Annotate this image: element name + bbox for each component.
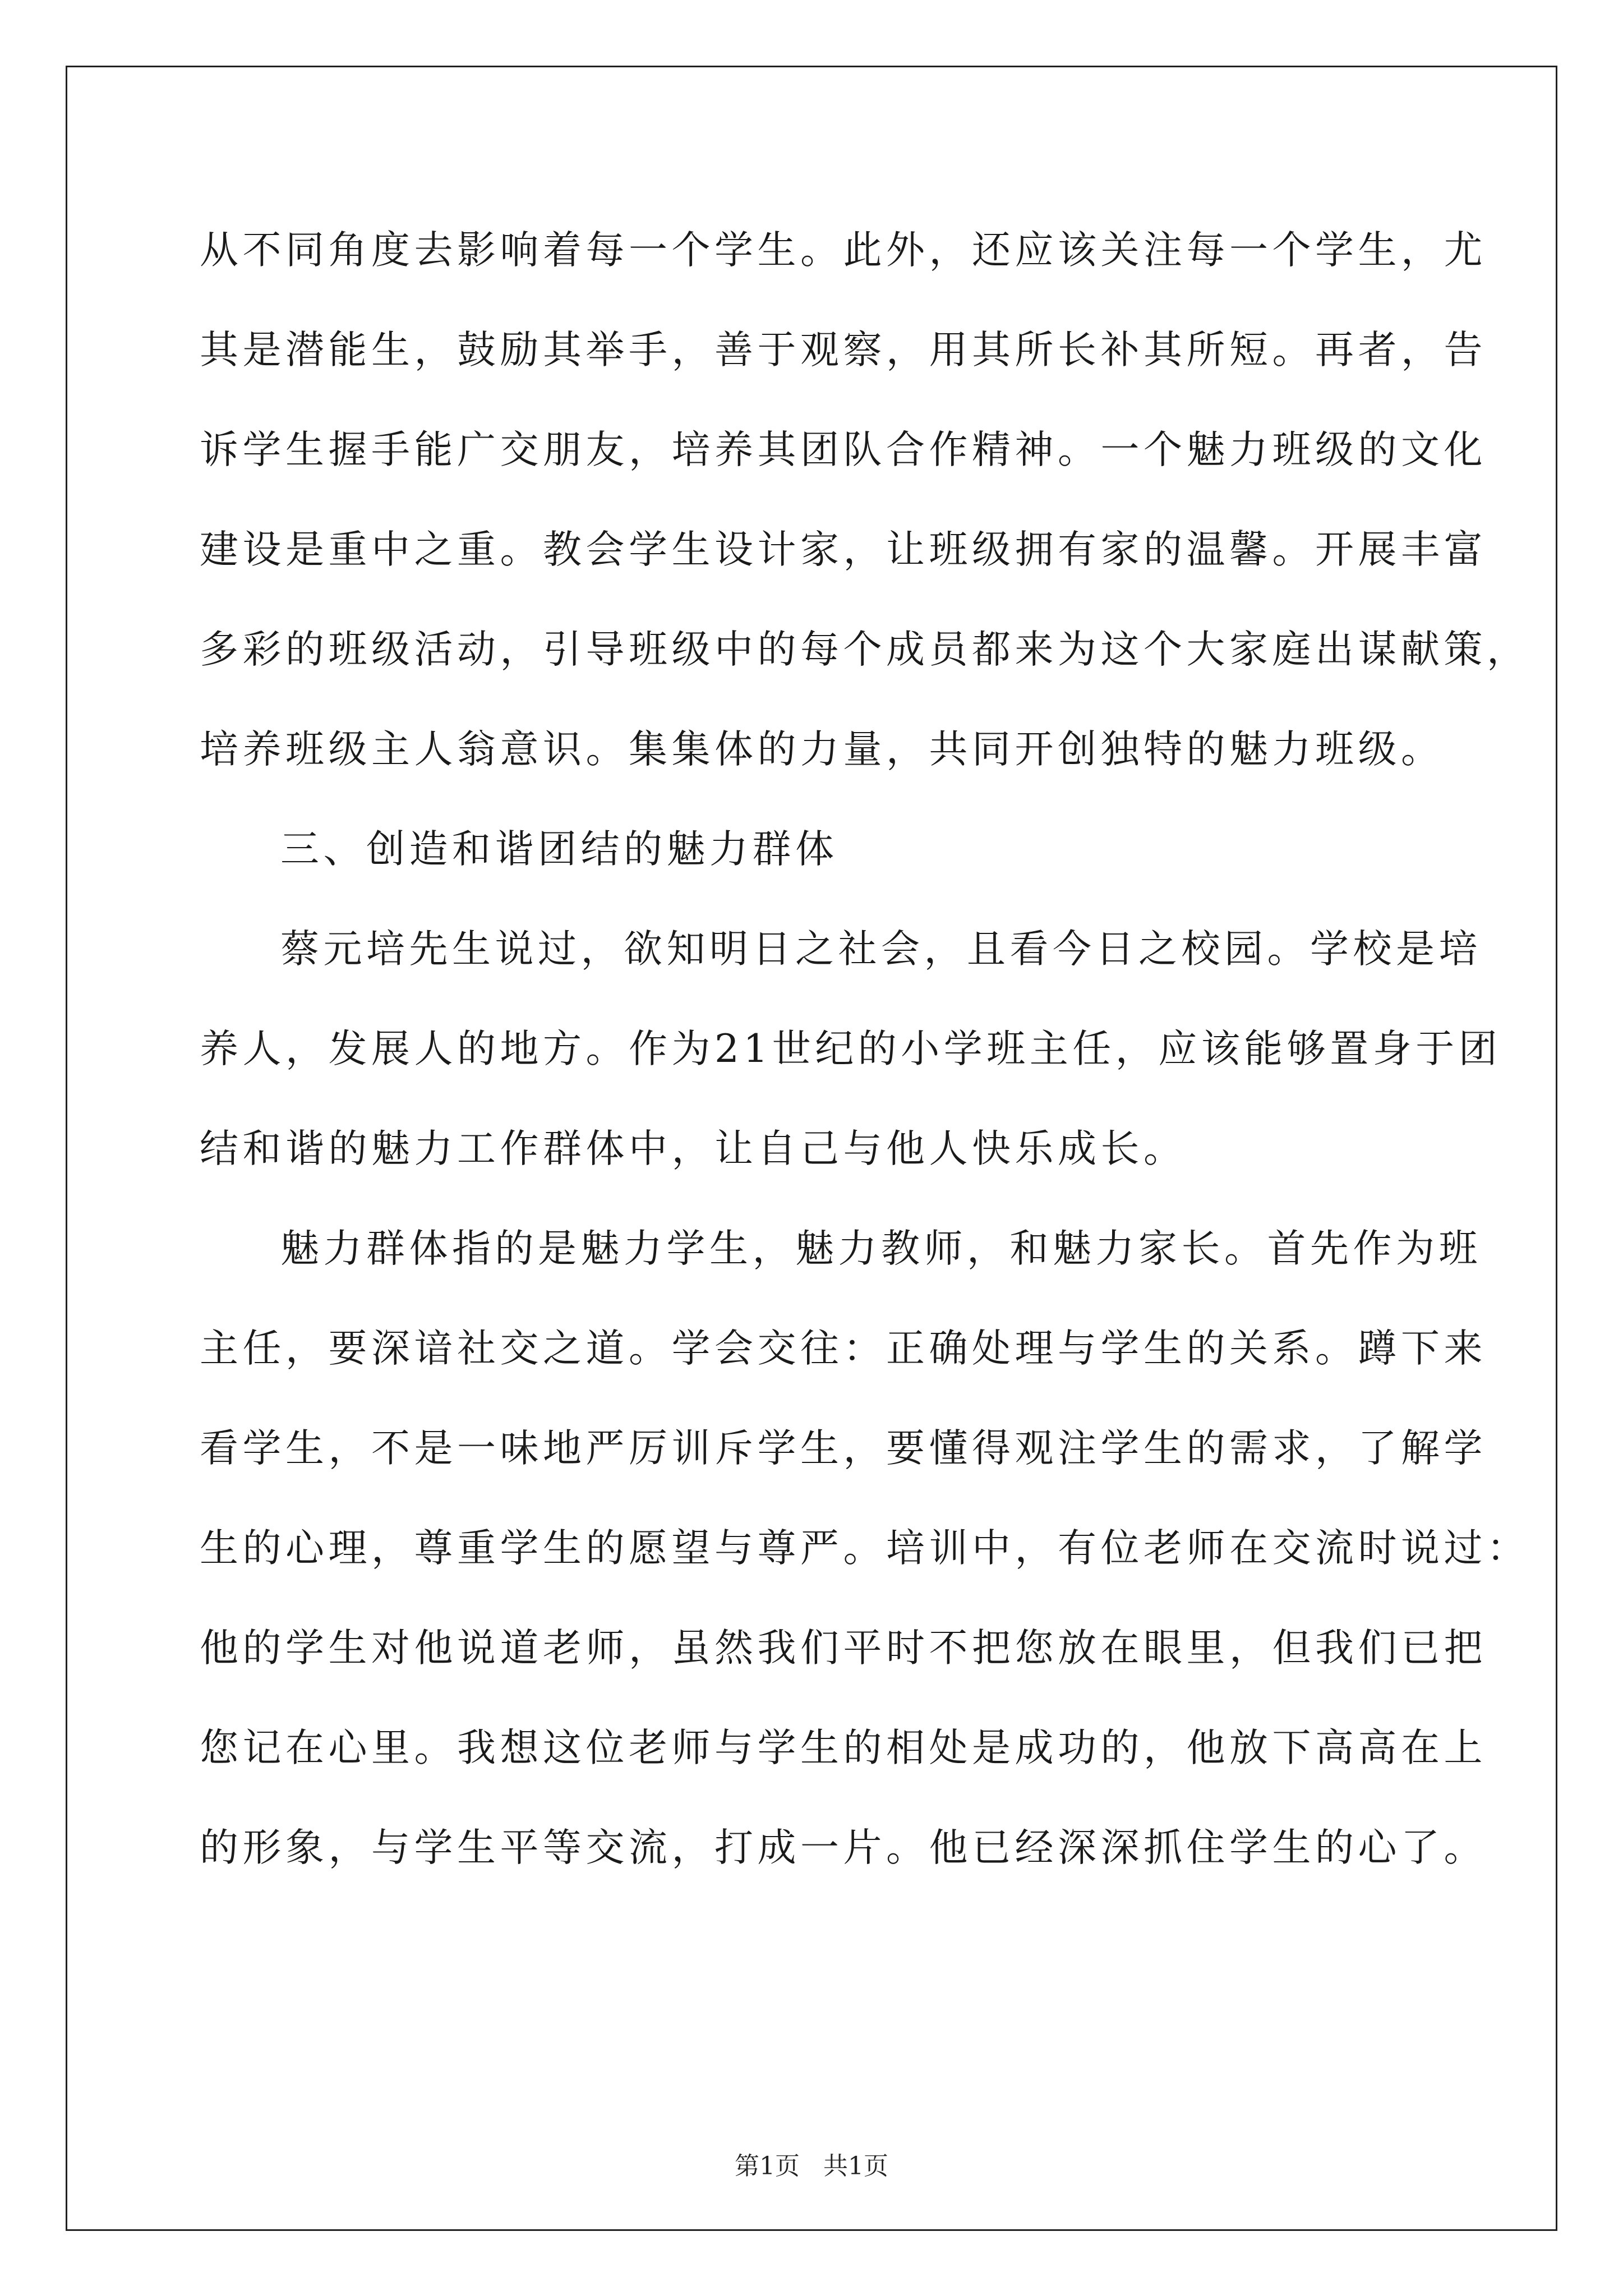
page-footer xyxy=(0,2154,1623,2179)
text-line: 您记在心里。我想这位老师与学生的相处是成功的，他放下高高在上 xyxy=(200,1726,1487,1770)
text-line: 诉学生握手能广交朋友，培养其团队合作精神。一个魅力班级的文化 xyxy=(200,427,1487,472)
page-total: 共1页 xyxy=(823,2152,888,2180)
text-line: 培养班级主人翁意识。集集体的力量，共同开创独特的魅力班级。 xyxy=(200,727,1444,772)
text-line: 的形象，与学生平等交流，打成一片。他已经深深抓住学生的心了。 xyxy=(200,1825,1487,1870)
text-line: 其是潜能生，鼓励其举手，善于观察，用其所长补其所短。再者，告 xyxy=(200,328,1487,372)
text-line: 结和谐的魅力工作群体中，让自己与他人快乐成长。 xyxy=(200,1126,1187,1171)
section-heading: 三、创造和谐团结的魅力群体 xyxy=(280,827,838,872)
text-line: 生的心理，尊重学生的愿望与尊严。培训中，有位老师在交流时说过： xyxy=(200,1526,1530,1571)
text-line: 他的学生对他说道老师，虽然我们平时不把您放在眼里，但我们已把 xyxy=(200,1626,1487,1671)
text-line: 多彩的班级活动，引导班级中的每个成员都来为这个大家庭出谋献策， xyxy=(200,627,1530,672)
text-line: 主任，要深谙社交之道。学会交往：正确处理与学生的关系。蹲下来 xyxy=(200,1326,1487,1371)
text-line: 蔡元培先生说过，欲知明日之社会，且看今日之校园。学校是培 xyxy=(280,927,1482,972)
page-number: 第1页 xyxy=(735,2152,800,2180)
text-line: 养人，发展人的地方。作为21世纪的小学班主任，应该能够置身于团 xyxy=(200,1027,1502,1071)
text-line: 魅力群体指的是魅力学生，魅力教师，和魅力家长。首先作为班 xyxy=(280,1226,1482,1271)
text-line: 看学生，不是一味地严厉训斥学生，要懂得观注学生的需求，了解学 xyxy=(200,1426,1487,1471)
text-line: 从不同角度去影响着每一个学生。此外，还应该关注每一个学生，尤 xyxy=(200,228,1487,273)
text-line: 建设是重中之重。教会学生设计家，让班级拥有家的温馨。开展丰富 xyxy=(200,527,1487,572)
